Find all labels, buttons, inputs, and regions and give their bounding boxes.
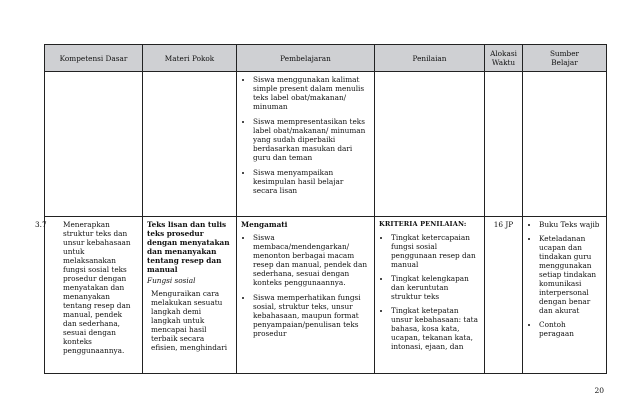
materi-title: Teks lisan dan tulis teks prosedur dengan menyatakan dan menanyakan tentang resep dan manual <box>147 220 230 274</box>
header-pembelajaran: Pembelajaran <box>237 45 375 72</box>
cell-alokasi-empty <box>485 72 523 217</box>
table-row <box>45 217 607 374</box>
table-row <box>45 72 607 217</box>
list-item: • Tingkat ketepatan unsur kebahasaan: tata bahasa, kosa kata, ucapan, tekanan kata, intonasi, ejaan, dan <box>391 306 480 351</box>
penilaian-list <box>379 233 480 351</box>
header-alokasi-waktu <box>485 45 523 72</box>
header-penilaian: Penilaian <box>375 45 485 72</box>
kd-entry <box>35 220 138 355</box>
header-alokasi-line2: Waktu <box>491 58 516 67</box>
list-item: • Siswa memperhatikan fungsi sosial, struktur teks, unsur kebahasaan, maupun format penyampaian/penulisan teks prosedur <box>253 293 370 338</box>
list-item: • Siswa membaca/mendengarkan/ menonton berbagai macam resep dan manual, pendek dan sederhana, sesuai dengan konteks penggunaannya. <box>253 233 370 287</box>
header-sumber-line2: Belajar <box>551 58 578 67</box>
cell-penilaian <box>375 217 485 374</box>
header-alokasi-line1: Alokasi <box>490 49 517 58</box>
cell-materi-pokok <box>143 217 237 374</box>
cell-materi-empty <box>143 72 237 217</box>
list-item: • Tingkat ketercapaian fungsi sosial penggunaan resep dan manual <box>391 233 480 269</box>
pembelajaran-list <box>241 75 370 195</box>
penilaian-title: KRITERIA PENILAIAN: <box>379 220 467 228</box>
list-item: • Siswa mempresentasikan teks label obat/makanan/ minuman yang sudah diperbaiki berdasarkan masukan dari guru dan teman <box>253 117 370 162</box>
header-materi-pokok: Materi Pokok <box>143 45 237 72</box>
cell-kd-empty <box>45 72 143 217</box>
materi-body: Menguraikan cara melakukan sesuatu langkah demi langkah untuk mencapai hasil terbaik secara efisien, menghindari <box>151 289 228 352</box>
cell-alokasi-waktu: 16 JP <box>485 217 523 374</box>
cell-pembelajaran <box>237 72 375 217</box>
pembelajaran-list <box>241 233 370 338</box>
syllabus-table <box>35 44 607 374</box>
cell-pembelajaran <box>237 217 375 374</box>
list-item: • Contoh peragaan <box>539 320 602 338</box>
list-item: • Siswa menyampaikan kesimpulan hasil belajar secara lisan <box>253 168 370 195</box>
kd-number: 3.7 <box>35 220 47 229</box>
list-item: • Buku Teks wajib <box>539 220 602 229</box>
header-kompetensi-dasar: Kompetensi Dasar <box>45 45 143 72</box>
list-item: • Tingkat kelengkapan dan keruntutan struktur teks <box>391 274 480 301</box>
list-item: • Siswa menggunakan kalimat simple present dalam menulis teks label obat/makanan/ minuman <box>253 75 370 111</box>
header-sumber-belajar <box>523 45 607 72</box>
kd-text: Menerapkan struktur teks dan unsur kebahasaan untuk melaksanakan fungsi sosial teks prosedur dengan menyatakan dan menanyakan tentang resep dan manual, pendek dan sederhana, sesuai dengan konteks penggunaannya. <box>63 220 131 355</box>
pembelajaran-title: Mengamati <box>241 220 288 229</box>
header-sumber-line1: Sumber <box>549 49 580 58</box>
sumber-list <box>527 220 602 338</box>
list-item: • Keteladanan ucapan dan tindakan guru menggunakan setiap tindakan komunikasi interpersonal dengan benar dan akurat <box>539 234 602 315</box>
header-row <box>45 45 607 72</box>
cell-sumber-empty <box>523 72 607 217</box>
materi-subtitle: Fungsi sosial <box>147 276 196 285</box>
cell-kompetensi-dasar <box>35 217 143 374</box>
cell-sumber-belajar <box>523 217 607 374</box>
cell-penilaian-empty <box>375 72 485 217</box>
page-number: 20 <box>594 386 604 395</box>
